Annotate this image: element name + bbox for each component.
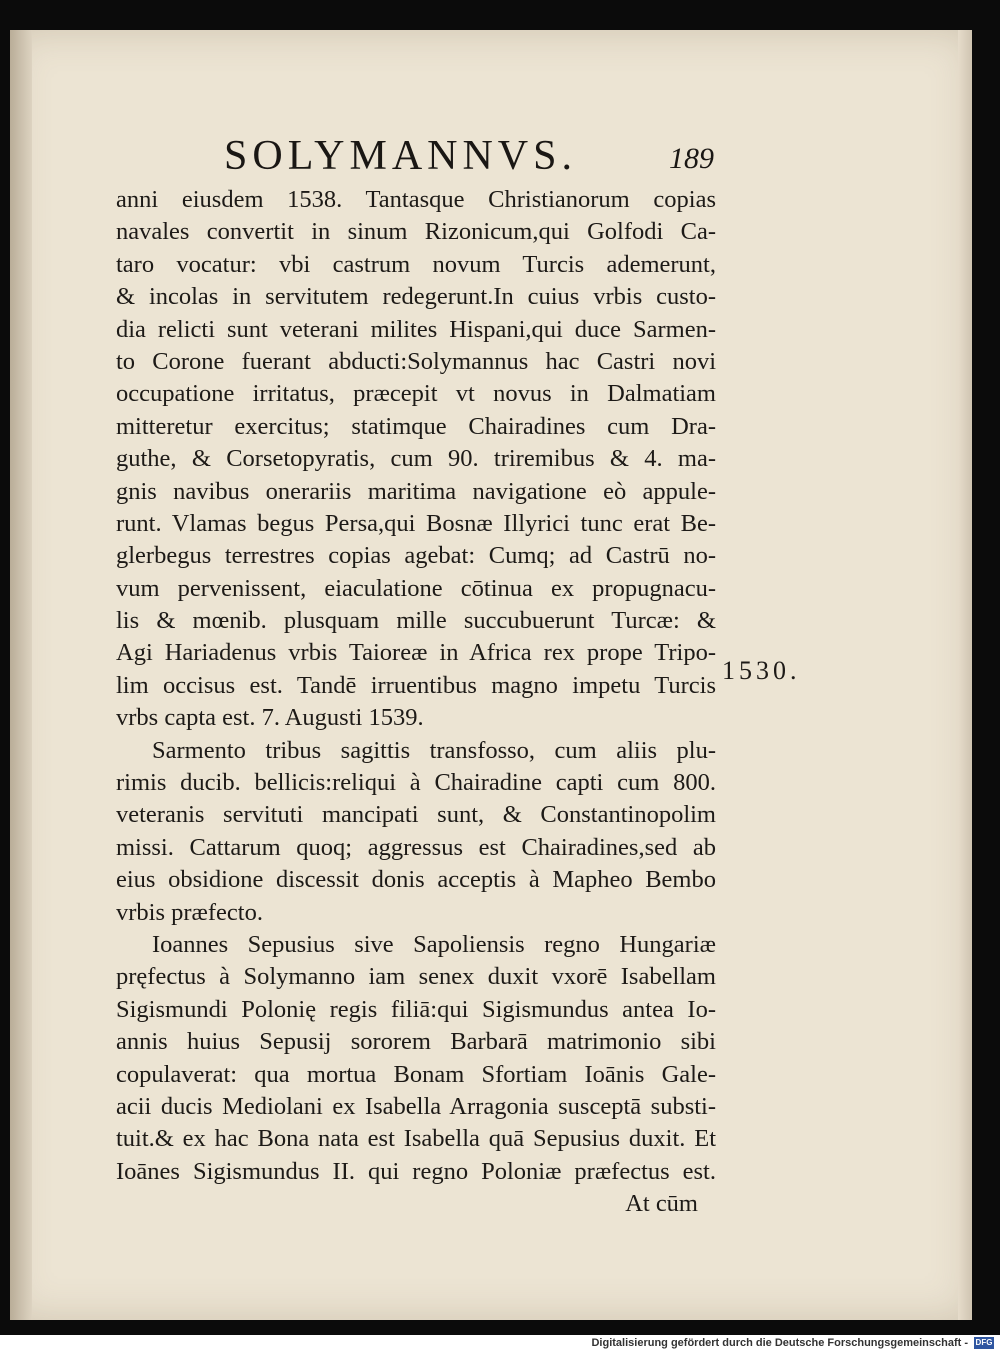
text-line: eius obsidione discessit donis acceptis à Mapheo Bembo <box>116 866 716 894</box>
page-edge <box>958 30 972 1320</box>
text-line: rimis ducib. bellicis:reliqui à Chairadine capti cum 800. <box>116 769 716 797</box>
text-line: Agi Hariadenus vrbis Taioreæ in Africa rex prope Tripo- <box>116 639 716 667</box>
text-line: guthe, & Corsetopyratis, cum 90. triremibus & 4. ma- <box>116 445 716 473</box>
text-line: pręfectus à Solymanno iam senex duxit vxorē Isabellam <box>116 963 716 991</box>
text-line: missi. Cattarum quoq; aggressus est Chairadines,sed ab <box>116 833 716 861</box>
text-line: vum pervenissent, eiaculatione cōtinua ex propugnacu- <box>116 574 716 602</box>
digitization-credit: Digitalisierung gefördert durch die Deutsche Forschungsgemeinschaft - <box>591 1337 968 1349</box>
text-line: glerbegus terrestres copias agebat: Cumq; ad Castrū no- <box>116 542 716 570</box>
text-line: Sigismundi Polonię regis filiā:qui Sigismundus antea Io- <box>116 995 716 1023</box>
text-line: occupatione irritatus, præcepit vt novus in Dalmatiam <box>116 380 716 408</box>
page-number: 189 <box>669 142 714 175</box>
text-line: lis & mœnib. plusquam mille succubuerunt Turcæ: & <box>116 607 716 635</box>
dfg-logo: DFG <box>975 1338 993 1347</box>
page-gutter-shadow <box>10 30 32 1320</box>
text-line: annis huius Sepusij sororem Barbarā matrimonio sibi <box>116 1028 716 1056</box>
paragraph-start-line: Sarmento tribus sagittis transfosso, cum aliis plu- <box>152 736 716 764</box>
text-line: anni eiusdem 1538. Tantasque Christianorum copias <box>116 186 716 213</box>
paragraph-start-line: Ioannes Sepusius sive Sapoliensis regno Hungariæ <box>152 930 716 958</box>
text-line: acii ducis Mediolani ex Isabella Arragonia susceptā substi- <box>116 1092 716 1120</box>
text-line: taro vocatur: vbi castrum novum Turcis ademerunt, <box>116 250 716 278</box>
running-head: SOLYMANNVS. <box>224 133 577 179</box>
text-line: lim occisus est. Tandē irruentibus magno impetu Turcis <box>116 671 716 699</box>
text-line: mitteretur exercitus; statimque Chairadines cum Dra- <box>116 412 716 440</box>
text-line: veteranis servituti mancipati sunt, & Constantinopolim <box>116 801 716 829</box>
text-line: gnis navibus onerariis maritima navigatione eò appule- <box>116 477 716 505</box>
catchword: At cūm <box>625 1190 698 1218</box>
text-line: vrbs capta est. 7. Augusti 1539. <box>116 704 424 732</box>
text-line: & incolas in servitutem redegerunt.In cuius vrbis custo- <box>116 283 716 311</box>
body-text <box>116 184 716 1221</box>
text-line: copulaverat: qua mortua Bonam Sfortiam Ioānis Gale- <box>116 1060 716 1088</box>
margin-note-year: 1530. <box>722 656 801 685</box>
text-line: tuit.& ex hac Bona nata est Isabella quā Sepusius duxit. Et <box>116 1125 716 1153</box>
text-line: dia relicti sunt veterani milites Hispani,qui duce Sarmen- <box>116 315 716 343</box>
text-line: vrbis præfecto. <box>116 898 263 926</box>
text-line: runt. Vlamas begus Persa,qui Bosnæ Illyrici tunc erat Be- <box>116 509 716 537</box>
text-line: Ioānes Sigismundus II. qui regno Poloniæ præfectus est. <box>116 1157 716 1185</box>
text-line: to Corone fuerant abducti:Solymannus hac Castri novi <box>116 347 716 375</box>
text-line: navales convertit in sinum Rizonicum,qui Golfodi Ca- <box>116 218 716 246</box>
